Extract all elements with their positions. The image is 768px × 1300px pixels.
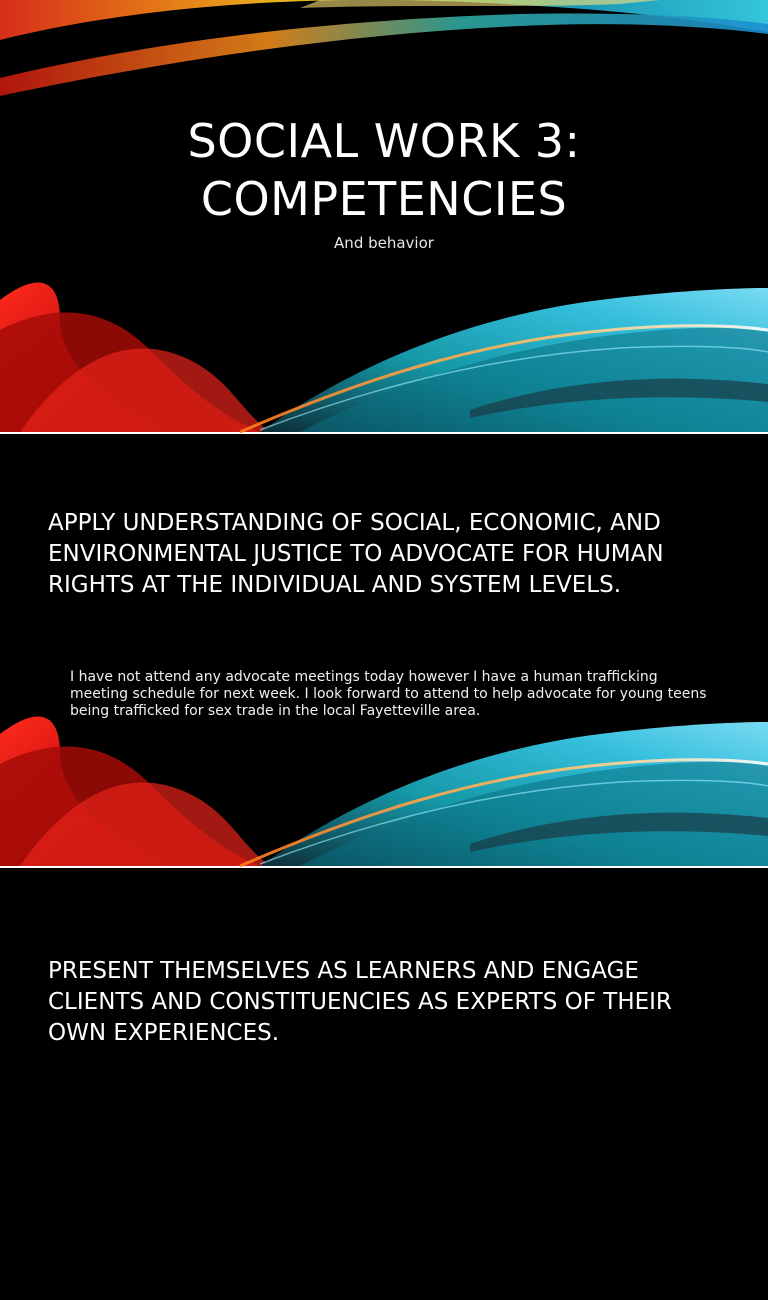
slide-heading: PRESENT THEMSELVES AS LEARNERS AND ENGAGE CLIENTS AND CONSTITUENCIES AS EXPERTS OF THEIR OWN EXPERIENCES. bbox=[48, 958, 672, 1046]
slide-advocacy[interactable] bbox=[0, 434, 768, 866]
presentation-title: SOCIAL WORK 3: COMPETENCIES bbox=[187, 114, 581, 226]
swirl-decoration bbox=[0, 434, 768, 866]
slide-title[interactable] bbox=[0, 0, 768, 432]
presentation-subtitle: And behavior bbox=[334, 234, 434, 252]
slide-heading: APPLY UNDERSTANDING OF SOCIAL, ECONOMIC, AND ENVIRONMENTAL JUSTICE TO ADVOCATE FOR HUMAN RIGHTS AT THE INDIVIDUAL AND SYSTEM LEVELS. bbox=[48, 510, 664, 598]
slide-body-text: I have not attend any advocate meetings today however I have a human trafficking meeting schedule for next week. I look forward to attend to help advocate for young teens being trafficked for sex trade in the local Fayetteville area. bbox=[70, 669, 707, 719]
slide-learners[interactable] bbox=[0, 868, 768, 1300]
